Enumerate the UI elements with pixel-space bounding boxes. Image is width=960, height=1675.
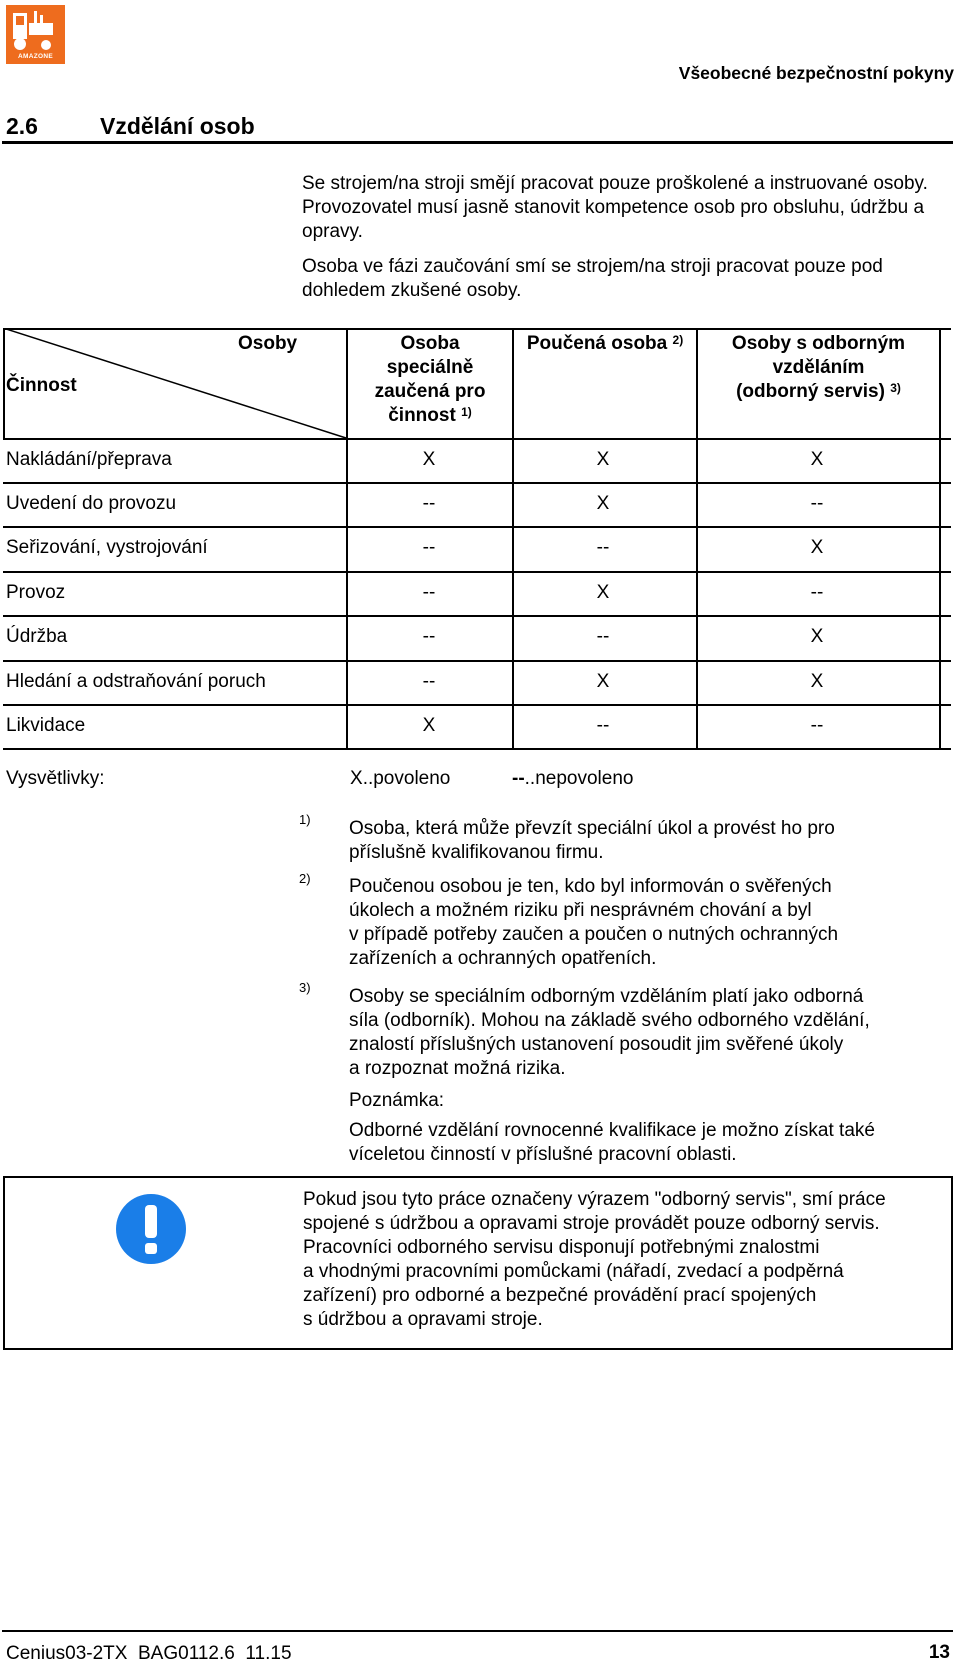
footnote-mark-3: 3) [299, 980, 311, 995]
header-title: Všeobecné bezpečnostní pokyny [678, 63, 954, 83]
cell-troubleshooting-special: -- [422, 671, 436, 692]
note-line-2: víceletou činností v příslušné pracovní oblasti. [349, 1144, 737, 1165]
cell-disposal-special: X [422, 715, 436, 736]
cell-commissioning-specialist: -- [810, 493, 824, 514]
logo-wordmark: AMAZONE [18, 53, 53, 60]
exclamation-info-icon [115, 1193, 187, 1265]
cell-disposal-specialist: -- [810, 715, 824, 736]
footnote-3: Osoby se speciálním odborným vzděláním platí jako odborná síla (odborník). Mohou na základě svého odborného vzdělání, znalostí příslušných ustanovení posoudit jim svěřené úkoly a rozpoznat možná rizika. Poznámka: Odborné vzdělání rovnocenné kvalifikace je možno získat také víceletou činností v příslušné pracovní oblasti. [349, 985, 949, 1167]
row-label-operation: Provoz [6, 582, 66, 603]
legend-allowed: X..povoleno [350, 768, 451, 789]
section-number: 2.6 [6, 113, 38, 139]
corner-header-persons: Osoby [238, 333, 298, 354]
cell-operation-specialist: -- [810, 582, 824, 603]
row-label-commissioning: Uvedení do provozu [6, 493, 177, 514]
footnote-1: Osoba, která může převzít speciální úkol a provést ho pro příslušně kvalifikovanou firmu. [349, 818, 835, 863]
intro-paragraph-2: Osoba ve fázi zaučování smí se strojem/na stroji pracovat pouze pod dohledem zkušené osoby. [302, 256, 883, 301]
training-table [3, 328, 951, 762]
header-rule [2, 141, 953, 144]
legend-not-allowed: --..nepovoleno [512, 768, 634, 789]
cell-maintenance-instructed: -- [596, 626, 610, 647]
cell-maintenance-specialist: X [810, 626, 824, 647]
footer-rule [2, 1630, 953, 1632]
column-header-instructed-person: Poučená osoba $^{2)}$ [526, 333, 684, 354]
column-header-specially-trained: Osoba speciálně zaučená pro činnost $^{1)}$ [374, 333, 486, 426]
note-line-1: Odborné vzdělání rovnocenné kvalifikace je možno získat také [349, 1120, 875, 1141]
footnote-mark-2: 2) [299, 871, 311, 886]
column-header-specialist: Osoby s odborným vzděláním (odborný servis) $^{3)}$ [731, 333, 906, 402]
cell-adjustment-special: -- [422, 537, 436, 558]
cell-loading-special: X [422, 449, 436, 470]
row-label-troubleshooting: Hledání a odstraňování poruch [6, 671, 266, 692]
page-number: 13 [928, 1642, 950, 1663]
row-label-disposal: Likvidace [6, 715, 86, 736]
amazone-logo [6, 5, 65, 64]
cell-disposal-instructed: -- [596, 715, 610, 736]
notice-text: Pokud jsou tyto práce označeny výrazem "odborný servis", smí práce spojené s údržbou a opravami stroje provádět pouze odborný servis. Pracovníci odborného servisu disponují potřebnými znalostmi a vhodnými pracovními pomůckami (nářadí, zvedací a podpěrná zařízení) pro odborné a bezpečné provádění prací spojených s údržbou a opravami stroje. [303, 1189, 886, 1330]
cell-loading-specialist: X [810, 449, 824, 470]
corner-header-activity: Činnost [6, 375, 77, 396]
cell-commissioning-special: -- [422, 493, 436, 514]
notice-box [3, 1176, 953, 1350]
cell-loading-instructed: X [596, 449, 610, 470]
footer-document-id: Cenius03-2TX BAG0112.6 11.15 [6, 1643, 292, 1664]
footnote-mark-1: 1) [299, 812, 311, 827]
footnote-2: Poučenou osobou je ten, kdo byl informován o svěřených úkolech a možném riziku při nesprávném chování a byl v případě potřeby zaučen a poučen o nutných ochranných zařízeních a ochranných opatřeních. [349, 876, 839, 969]
cell-adjustment-specialist: X [810, 537, 824, 558]
intro-paragraph-1: Se strojem/na stroji smějí pracovat pouze proškolené a instruované osoby. Provozovatel musí jasně stanovit kompetence osob pro obsluhu, údržbu a opravy. [302, 173, 928, 242]
legend-label: Vysvětlivky: [6, 768, 105, 789]
row-label-maintenance: Údržba [6, 626, 68, 647]
row-label-adjustment: Seřizování, vystrojování [6, 537, 208, 558]
section-title: Vzdělání osob [100, 113, 255, 139]
note-label: Poznámka: [349, 1090, 445, 1111]
cell-troubleshooting-specialist: X [810, 671, 824, 692]
cell-operation-special: -- [422, 582, 436, 603]
row-label-loading: Nakládání/přeprava [6, 449, 172, 470]
cell-adjustment-instructed: -- [596, 537, 610, 558]
cell-operation-instructed: X [596, 582, 610, 603]
cell-commissioning-instructed: X [596, 493, 610, 514]
cell-troubleshooting-instructed: X [596, 671, 610, 692]
cell-maintenance-special: -- [422, 626, 436, 647]
